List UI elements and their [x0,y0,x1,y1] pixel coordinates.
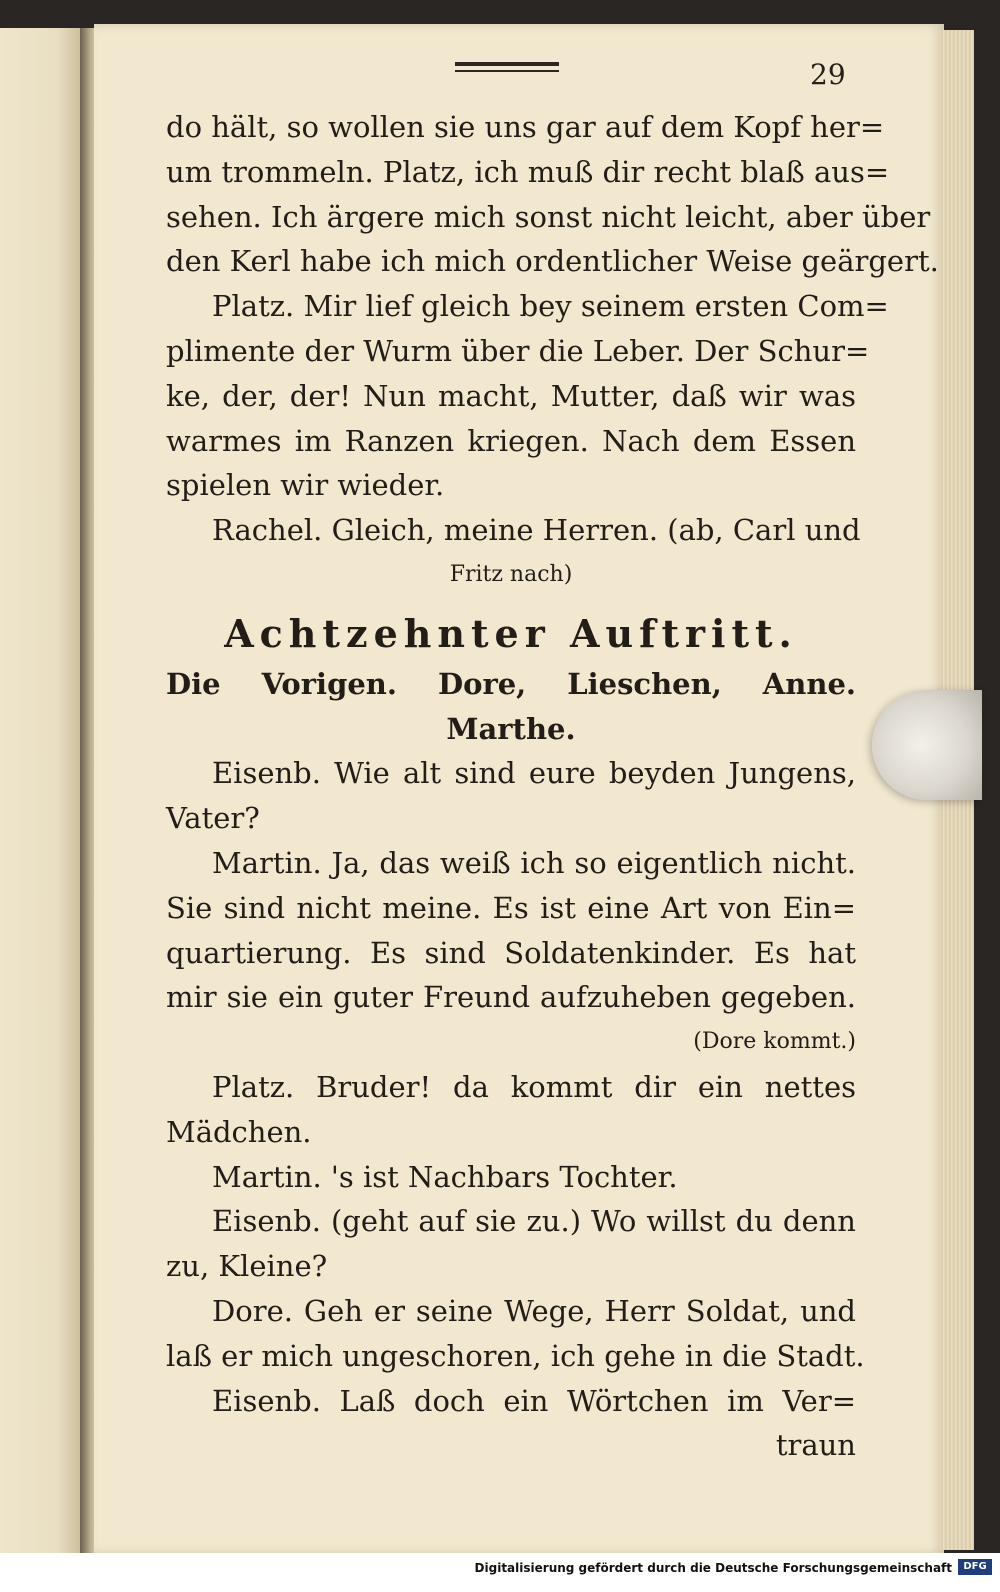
text-line: Platz. Mir lief gleich bey seinem ersten Com= [212,289,889,324]
text-line: sehen. Ich ärgere mich sonst nicht leicht, aber über [166,199,931,234]
text-line: um trommeln. Platz, ich muß dir recht blaß aus= [166,154,890,189]
text-line: mir sie ein guter Freund aufzuheben gegeben. [166,980,856,1015]
text-line: den Kerl habe ich mich ordentlicher Weise geärgert. [166,244,939,279]
text-line: Die Vorigen. Dore, Lieschen, Anne. [166,666,856,701]
header-rule-top [455,62,559,66]
text-line: Martin. Ja, das weiß ich so eigentlich nicht. [212,845,856,880]
text-line: Eisenb. (geht auf sie zu.) Wo willst du denn [212,1204,856,1239]
digitization-credit: Digitalisierung gefördert durch die Deutsche Forschungsgemeinschaft [474,1561,952,1575]
text-line: Vater? [166,801,260,836]
text-line: spielen wir wieder. [166,468,445,503]
text-line: plimente der Wurm über die Leber. Der Schur= [166,333,870,368]
text-line: zu, Kleine? [166,1249,328,1284]
text-line: Martin. 's ist Nachbars Tochter. [212,1159,678,1194]
text-line: Mädchen. [166,1114,312,1149]
page-number: 29 [810,58,846,91]
dfg-logo-icon: DFG [958,1559,992,1575]
text-line: Sie sind nicht meine. Es ist eine Art von Ein= [166,890,856,925]
footer-bar [0,1553,1000,1592]
text-line: ke, der, der! Nun macht, Mutter, daß wir was [166,378,856,413]
text-line: (Dore kommt.) [693,1029,856,1055]
text-line: quartierung. Es sind Soldatenkinder. Es hat [166,935,856,970]
page-text [166,105,939,1468]
text-line: Platz. Bruder! da kommt dir ein nettes [212,1069,856,1104]
text-line: traun [775,1428,856,1463]
text-line: laß er mich ungeschoren, ich gehe in die Stadt. [166,1338,865,1373]
text-line: Rachel. Gleich, meine Herren. (ab, Carl und [212,513,861,548]
text-line: Eisenb. Wie alt sind eure beyden Jungens, [212,756,856,791]
facing-page-edge [0,28,82,1553]
text-line: Eisenb. Laß doch ein Wörtchen im Ver= [212,1383,856,1418]
text-line: Dore. Geh er seine Wege, Herr Soldat, und [212,1293,856,1328]
text-line: do hält, so wollen sie uns gar auf dem Kopf her= [166,110,885,144]
text-line: warmes im Ranzen kriegen. Nach dem Essen [166,423,856,458]
text-line: Fritz nach) [449,561,573,587]
text-line: Marthe. [446,711,576,746]
scene-heading: Achtzehnter Auftritt. [224,610,798,656]
header-rule-bottom [455,70,559,72]
page-holder-clip [872,690,982,800]
